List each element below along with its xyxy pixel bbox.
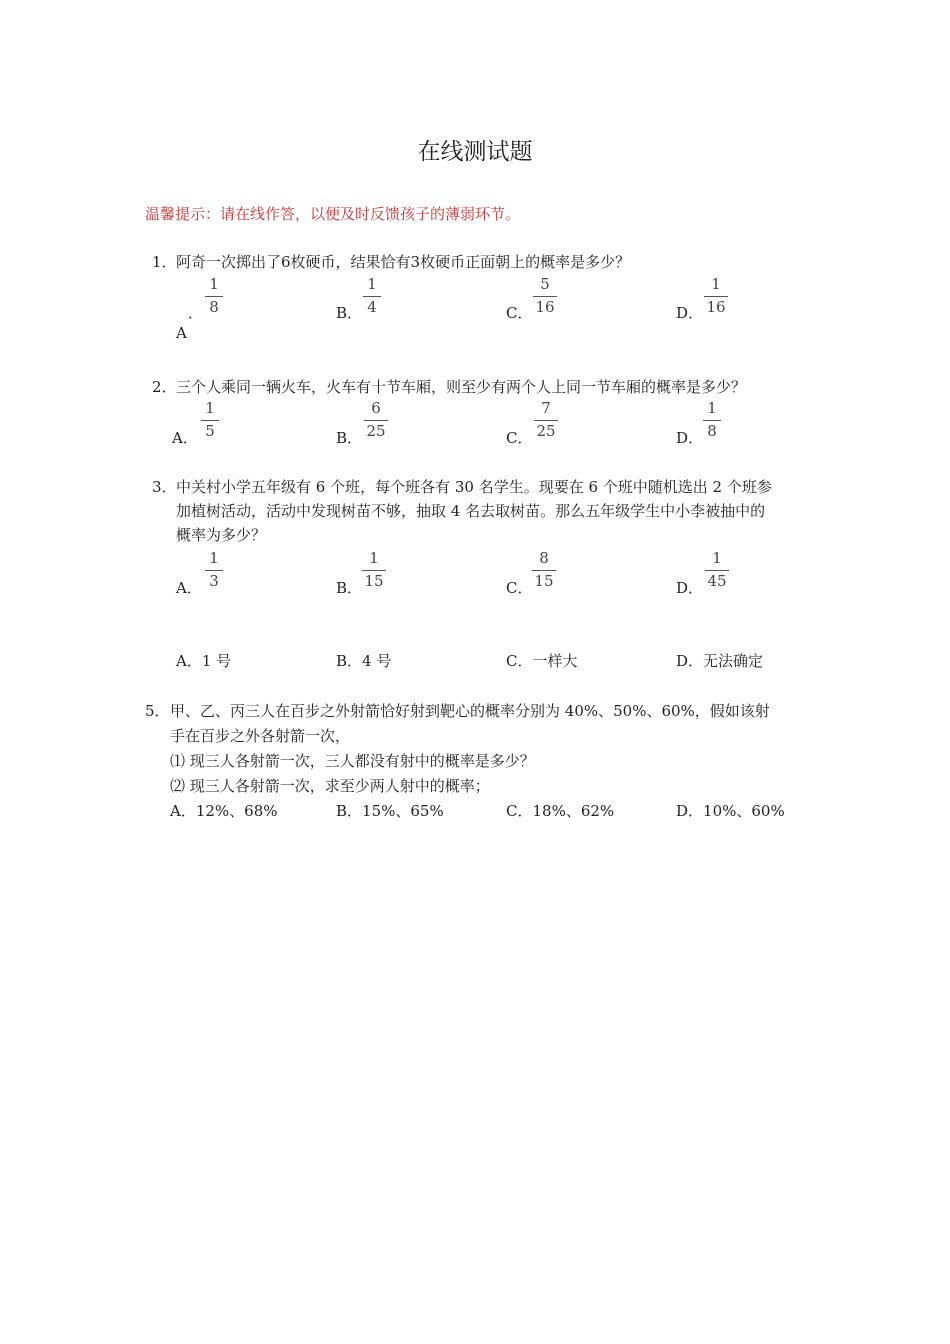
- option-d-label[interactable]: D．: [676, 579, 704, 597]
- option-b[interactable]: B．15%、65%: [336, 802, 444, 820]
- option-d-fraction[interactable]: [704, 276, 728, 316]
- denominator: 15: [534, 572, 554, 590]
- option-c-fraction[interactable]: [532, 550, 556, 590]
- option-b-fraction[interactable]: [362, 550, 386, 590]
- option-a-fraction[interactable]: [205, 550, 223, 590]
- denominator: 8: [209, 298, 219, 316]
- option-a[interactable]: A．12%、68%: [170, 802, 278, 820]
- numerator: 1: [367, 275, 377, 293]
- question-text-line-1: 中关村小学五年级有 6 个班，每个班各有 30 名学生。现要在 6 个班中随机选出 2 个班参: [176, 478, 772, 496]
- denominator: 8: [707, 422, 717, 440]
- option-d-label[interactable]: D．: [676, 304, 704, 322]
- numerator: 7: [541, 399, 551, 417]
- numerator: 1: [205, 399, 215, 417]
- option-a-dot: ．: [188, 304, 204, 322]
- option-b-fraction[interactable]: [364, 400, 388, 440]
- option-d-fraction[interactable]: [703, 400, 721, 440]
- option-a[interactable]: A．1 号: [176, 652, 232, 670]
- option-a-label[interactable]: A．: [176, 579, 202, 597]
- denominator: 3: [209, 572, 219, 590]
- denominator: 45: [707, 572, 727, 590]
- denominator: 4: [367, 298, 377, 316]
- denominator: 15: [364, 572, 384, 590]
- page-title: 在线测试题: [417, 139, 533, 165]
- option-d-fraction[interactable]: [705, 550, 729, 590]
- option-d[interactable]: D．无法确定: [676, 652, 764, 670]
- tip-text: 温馨提示：请在线作答，以便及时反馈孩子的薄弱环节。: [145, 205, 521, 223]
- option-b-label[interactable]: B．: [336, 304, 363, 322]
- question-text: 三个人乘同一辆火车，火车有十节车厢，则至少有两个人上同一节车厢的概率是多少？: [176, 378, 747, 396]
- numerator: 1: [209, 549, 219, 567]
- option-c[interactable]: C．18%、62%: [506, 802, 615, 820]
- denominator: 5: [205, 422, 215, 440]
- numerator: 8: [539, 549, 549, 567]
- option-c-label[interactable]: C．: [506, 304, 533, 322]
- option-c-fraction[interactable]: [533, 276, 557, 316]
- option-a-fraction[interactable]: [201, 400, 219, 440]
- question-text-line-1: 甲、乙、丙三人在百步之外射箭恰好射到靶心的概率分别为 40%、50%、60%，假如该射: [170, 702, 770, 720]
- option-c[interactable]: C．一样大: [506, 652, 578, 670]
- numerator: 6: [371, 399, 381, 417]
- option-c-label[interactable]: C．: [506, 579, 533, 597]
- question-number: 5．: [145, 702, 170, 720]
- denominator: 25: [536, 422, 556, 440]
- option-c-label[interactable]: C．: [506, 429, 533, 447]
- numerator: 1: [711, 275, 721, 293]
- question-text-line-2: 加植树活动，活动中发现树苗不够，抽取 4 名去取树苗。那么五年级学生中小李被抽中的: [176, 502, 766, 520]
- numerator: 1: [209, 275, 219, 293]
- option-a-label[interactable]: A．: [172, 429, 198, 447]
- numerator: 1: [712, 549, 722, 567]
- option-a-fraction[interactable]: [205, 276, 223, 316]
- numerator: 1: [369, 549, 379, 567]
- option-b-fraction[interactable]: [363, 276, 381, 316]
- option-a-label[interactable]: A: [176, 324, 187, 342]
- question-number: 2．: [152, 378, 177, 396]
- option-d-label[interactable]: D．: [676, 429, 704, 447]
- numerator: 1: [707, 399, 717, 417]
- option-d[interactable]: D．10%、60%: [676, 802, 785, 820]
- question-number: 3．: [152, 478, 177, 496]
- question-text-line-3: 概率为多少？: [176, 526, 267, 544]
- sub-question-1: ⑴ 现三人各射箭一次，三人都没有射中的概率是多少？: [170, 752, 535, 770]
- option-c-fraction[interactable]: [534, 400, 558, 440]
- denominator: 16: [706, 298, 726, 316]
- denominator: 25: [366, 422, 386, 440]
- question-text: 阿奇一次掷出了6枚硬币，结果恰有3枚硬币正面朝上的概率是多少？: [176, 253, 631, 271]
- option-b-label[interactable]: B．: [336, 579, 363, 597]
- question-text-line-2: 手在百步之外各射箭一次，: [170, 727, 351, 745]
- numerator: 5: [540, 275, 550, 293]
- option-b-label[interactable]: B．: [336, 429, 363, 447]
- option-b[interactable]: B．4 号: [336, 652, 392, 670]
- sub-question-2: ⑵ 现三人各射箭一次，求至少两人射中的概率；: [170, 777, 490, 795]
- denominator: 16: [535, 298, 555, 316]
- question-number: 1．: [152, 253, 177, 271]
